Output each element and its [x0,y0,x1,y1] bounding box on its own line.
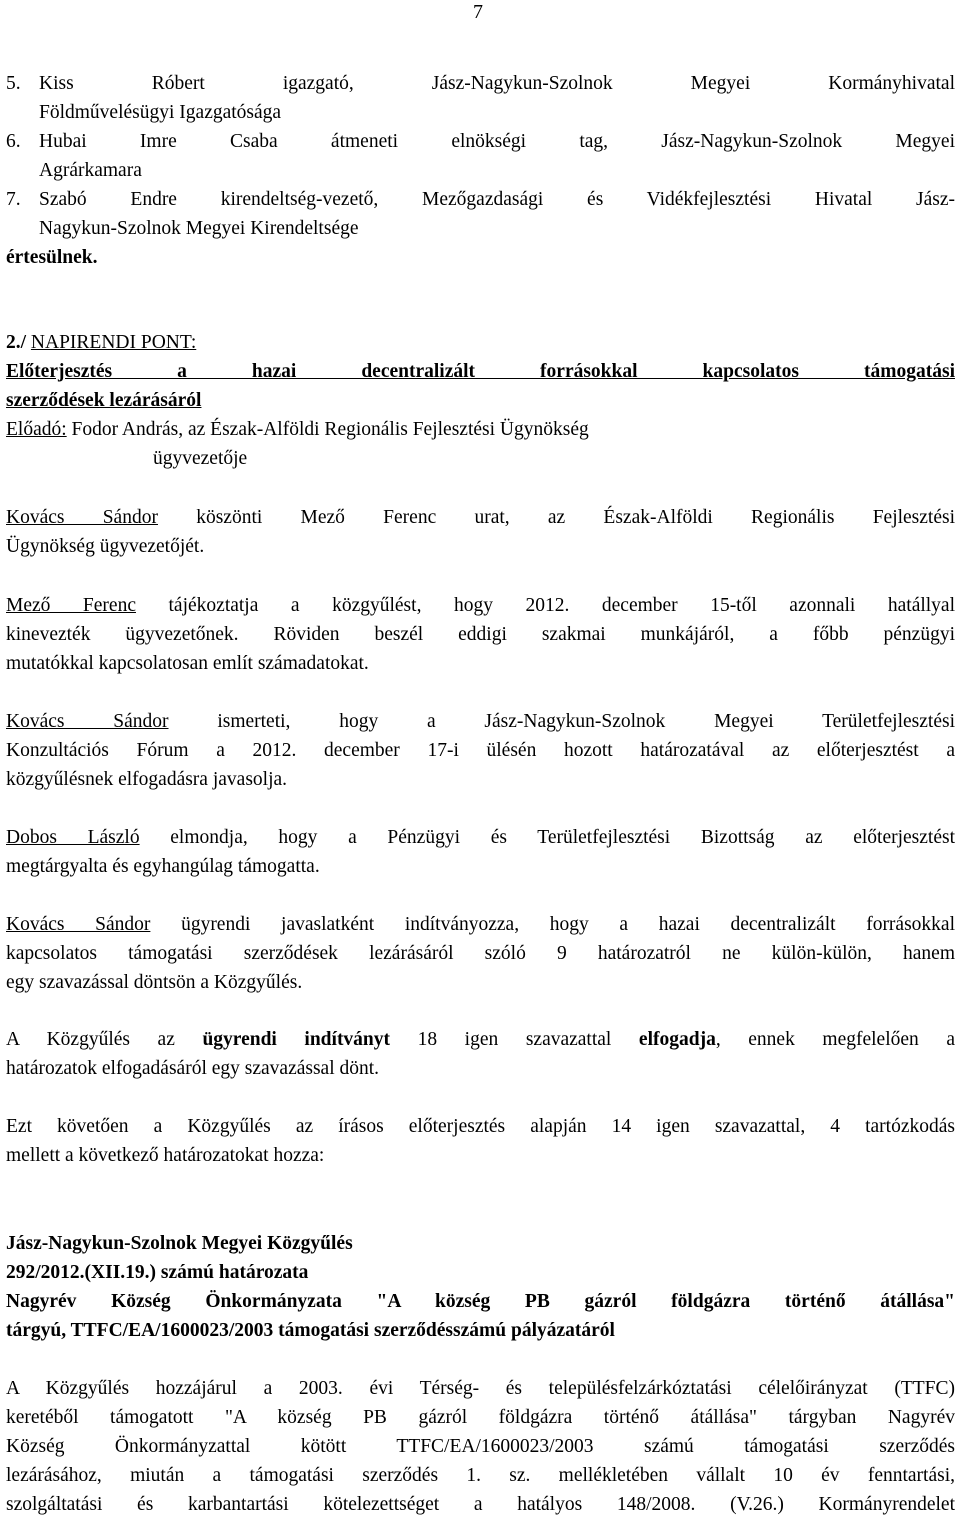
resolution-title-line: tárgyú, TTFC/EA/1600023/2003 támogatási szerződésszámú pályázatáról [6,1320,615,1341]
paragraph-line [6,591,955,620]
paragraph-text: köszönti Mező Ferenc urat, az Észak-Alföldi Regionális Fejlesztési [196,507,956,528]
paragraph-proposal [6,910,955,997]
bold-text: ügyrendi indítványt [202,1029,391,1050]
ertesulnek-text: értesülnek. [6,247,98,268]
paragraph-info [6,591,955,678]
speaker-name: Kovács Sándor [6,507,158,528]
list-line: Nagykun-Szolnok Megyei Kirendeltsége [39,218,359,239]
agenda-title-line: Előterjesztés a hazai decentralizált forrásokkal kapcsolatos támogatási [6,361,955,382]
list-line: Hubai Imre Csaba átmeneti elnökségi tag, Jász-Nagykun-Szolnok Megyei [39,131,955,152]
paragraph-line: megtárgyalta és egyhangúlag támogatta. [6,856,320,877]
list-line: Földművelésügyi Igazgatósága [39,102,282,123]
speaker-name: Kovács Sándor [6,711,169,732]
presenter-name: Fodor András, az Észak-Alföldi Regionális Fejlesztési Ügynökség [71,419,589,440]
paragraph-line [6,707,955,736]
agenda-number: 2./ [6,332,27,353]
paragraph-line: Ügynökség ügyvezetőjét. [6,536,205,557]
agenda-label: NAPIRENDI PONT: [30,332,197,353]
agenda-title-line: szerződések lezárásáról [6,390,202,411]
speaker-name: Mező Ferenc [6,595,136,616]
list-number: 7. [6,189,21,210]
paragraph-line: Ezt követően a Közgyűlés az írásos előterjesztés alapján 14 igen szavazattal, 4 tartózkodás [6,1116,955,1137]
paragraph-line [6,503,955,532]
paragraph-text: 18 igen szavazattal [417,1029,612,1050]
paragraph-committee [6,823,955,881]
speaker-name: Dobos László [6,827,140,848]
paragraph-line [6,823,955,852]
paragraph-line: lezárásához, miután a támogatási szerződés 1. sz. mellékletében vállalt 10 év fenntartási, [6,1465,955,1486]
list-line: Szabó Endre kirendeltség-vezető, Mezőgazdasági és Vidékfejlesztési Hivatal Jász- [39,189,955,210]
paragraph-line: mellett a következő határozatokat hozza: [6,1145,325,1166]
paragraph-text: , ennek megfelelően a [715,1029,955,1050]
recipient-list [6,69,955,272]
paragraph-line: közgyűlésnek elfogadásra javasolja. [6,769,288,790]
paragraph-text: tájékoztatja a közgyűlést, hogy 2012. december 15-től azonnali hatállyal [168,595,956,616]
paragraph-line: szolgáltatási és karbantartási kötelezettséget a hatályos 148/2008. (V.26.) Kormányrendelet [6,1494,955,1515]
resolution-body: Jász-Nagykun-Szolnok Megyei Közgyűlés [6,1233,353,1254]
list-line: Kiss Róbert igazgató, Jász-Nagykun-Szolnok Megyei Kormányhivatal [39,73,955,94]
paragraph-line: A Közgyűlés hozzájárul a 2003. évi Térség- és településfelzárkóztatási célelőirányzat (TTFC) [6,1378,955,1399]
paragraph-line: Község Önkormányzattal kötött TTFC/EA/1600023/2003 számú támogatási szerződés [6,1436,955,1457]
agenda-section [6,328,955,473]
paragraph-welcome [6,503,955,561]
page-number: 7 [473,1,483,23]
paragraph-decision-intro [6,1112,955,1170]
paragraph-text: ismerteti, hogy a Jász-Nagykun-Szolnok Megyei Területfejlesztési [217,711,955,732]
speaker-name: Kovács Sándor [6,914,151,935]
paragraph-line: határozatok elfogadásáról egy szavazással dönt. [6,1058,380,1079]
list-item [6,185,955,243]
bold-text: elfogadja [638,1029,716,1050]
paragraph-resolution-text [6,1374,955,1519]
presenter-role: ügyvezetője [153,448,248,469]
presenter-line [6,415,955,444]
paragraph-line [6,1025,955,1054]
resolution-header [6,1229,955,1345]
paragraph-line: keretéből támogatott "A község PB gázról földgázra történő átállása" tárgyban Nagyrév [6,1407,955,1428]
list-line: Agrárkamara [39,160,142,181]
resolution-title-line: Nagyrév Község Önkormányzata "A község PB gázról földgázra történő átállása" [6,1291,955,1312]
presenter-label: Előadó: [6,419,67,440]
paragraph-line: mutatókkal kapcsolatosan említ számadatokat. [6,653,369,674]
paragraph-text: elmondja, hogy a Pénzügyi és Területfejlesztési Bizottság az előterjesztést [170,827,955,848]
paragraph-text: ügyrendi javaslatként indítványozza, hogy a hazai decentralizált forrásokkal [181,914,955,935]
paragraph-line: egy szavazással döntsön a Közgyűlés. [6,972,303,993]
paragraph-line: Konzultációs Fórum a 2012. december 17-i ülésén hozott határozatával az előterjesztést a [6,740,955,761]
paragraph-line: kinevezték ügyvezetőnek. Röviden beszél eddigi szakmai munkájáról, a főbb pénzügyi [6,624,955,645]
paragraph-line: kapcsolatos támogatási szerződések lezárásáról szóló 9 határozatról ne külön-külön, hanem [6,943,955,964]
resolution-number: 292/2012.(XII.19.) számú határozata [6,1262,309,1283]
list-number: 5. [6,73,21,94]
list-number: 6. [6,131,21,152]
paragraph-forum [6,707,955,794]
paragraph-vote [6,1025,955,1083]
paragraph-text: A Közgyűlés az [6,1029,175,1050]
list-item [6,127,955,185]
agenda-heading [6,328,955,357]
paragraph-line [6,910,955,939]
list-item [6,69,955,127]
